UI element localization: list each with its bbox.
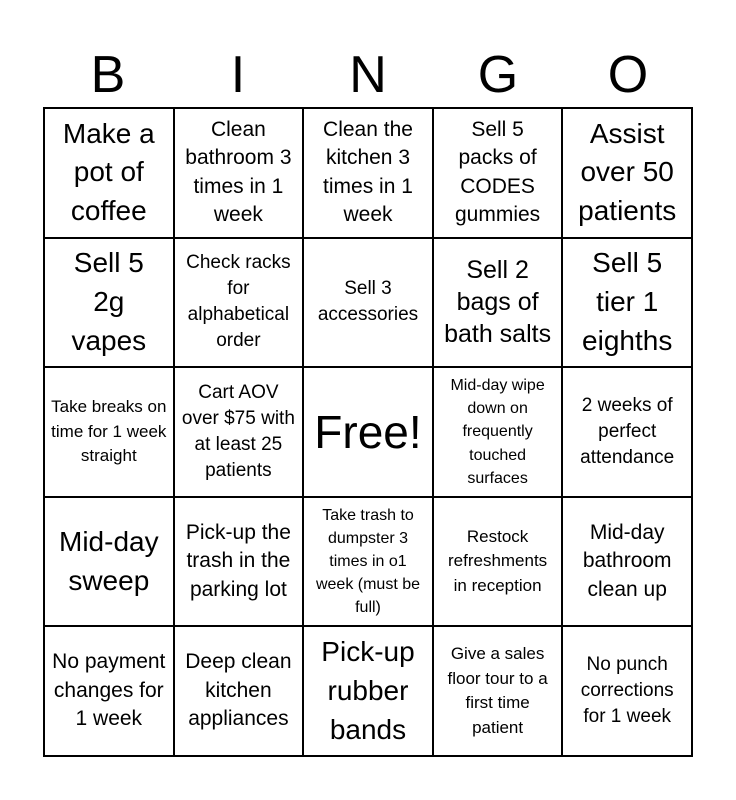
bingo-cell[interactable]	[562, 108, 692, 238]
bingo-cell[interactable]	[44, 367, 174, 497]
header-letter-i: I	[230, 46, 246, 104]
cell-text: Deep clean kitchen appliances	[185, 650, 292, 731]
cell-text: 2 weeks of perfect attendance	[580, 394, 675, 468]
bingo-cell[interactable]	[174, 497, 304, 627]
bingo-cell[interactable]	[44, 238, 174, 368]
bingo-cell[interactable]	[433, 497, 563, 627]
cell-text: No punch corrections for 1 week	[580, 654, 674, 728]
bingo-cell[interactable]	[44, 626, 174, 756]
cell-text: Pick-up the trash in the parking lot	[185, 520, 291, 601]
bingo-cell[interactable]	[562, 367, 692, 497]
cell-text: Make a pot of coffee	[62, 117, 155, 227]
bingo-header	[43, 44, 693, 106]
cell-text: Sell 5 tier 1 eighths	[582, 247, 673, 356]
bingo-cell[interactable]	[433, 367, 563, 497]
header-letter-o: O	[607, 46, 649, 104]
bingo-cell[interactable]	[44, 108, 174, 238]
cell-text: Mid-day sweep	[59, 525, 159, 596]
cell-text: Assist over 50 patients	[578, 117, 677, 227]
bingo-cell[interactable]	[174, 367, 304, 497]
cell-text: Give a sales floor tour to a first time patient	[447, 643, 548, 737]
bingo-cell[interactable]	[174, 238, 304, 368]
cell-text: Sell 2 bags of bath salts	[444, 256, 552, 349]
bingo-cell[interactable]	[174, 626, 304, 756]
cell-text: Sell 5 2g vapes	[71, 247, 147, 356]
header-letter-b: B	[90, 46, 126, 104]
bingo-cell[interactable]	[562, 497, 692, 627]
bingo-cell[interactable]	[433, 108, 563, 238]
cell-text: Free!	[314, 405, 422, 458]
cell-text: Check racks for alphabetical order	[186, 252, 291, 352]
cell-text: No payment changes for 1 week	[52, 650, 166, 731]
cell-text: Clean the kitchen 3 times in 1 week	[323, 117, 413, 227]
cell-text: Clean bathroom 3 times in 1 week	[185, 117, 292, 227]
bingo-cell[interactable]	[44, 497, 174, 627]
cell-text: Restock refreshments in reception	[447, 526, 548, 595]
cell-text: Take breaks on time for 1 week straight	[51, 397, 167, 466]
bingo-cell[interactable]	[433, 626, 563, 756]
cell-text: Pick-up rubber bands	[321, 636, 415, 745]
cell-text: Sell 5 packs of CODES gummies	[454, 117, 541, 227]
bingo-cell[interactable]	[303, 497, 433, 627]
cell-text: Sell 3 accessories	[317, 278, 419, 326]
cell-text: Mid-day bathroom clean up	[582, 520, 672, 601]
bingo-cell[interactable]	[562, 238, 692, 368]
cell-text: Cart AOV over $75 with at least 25 patients	[181, 381, 295, 481]
bingo-cell[interactable]	[174, 108, 304, 238]
bingo-cell[interactable]	[562, 626, 692, 756]
bingo-cell[interactable]	[303, 238, 433, 368]
cell-text: Take trash to dumpster 3 times in o1 week (must be full)	[315, 507, 421, 617]
bingo-board	[43, 107, 693, 757]
bingo-cell[interactable]	[433, 238, 563, 368]
header-letter-g: G	[477, 46, 519, 104]
free-space[interactable]	[303, 367, 433, 497]
header-letter-n: N	[349, 46, 387, 104]
bingo-cell[interactable]	[303, 626, 433, 756]
cell-text: Mid-day wipe down on frequently touched surfaces	[450, 377, 545, 487]
bingo-cell[interactable]	[303, 108, 433, 238]
